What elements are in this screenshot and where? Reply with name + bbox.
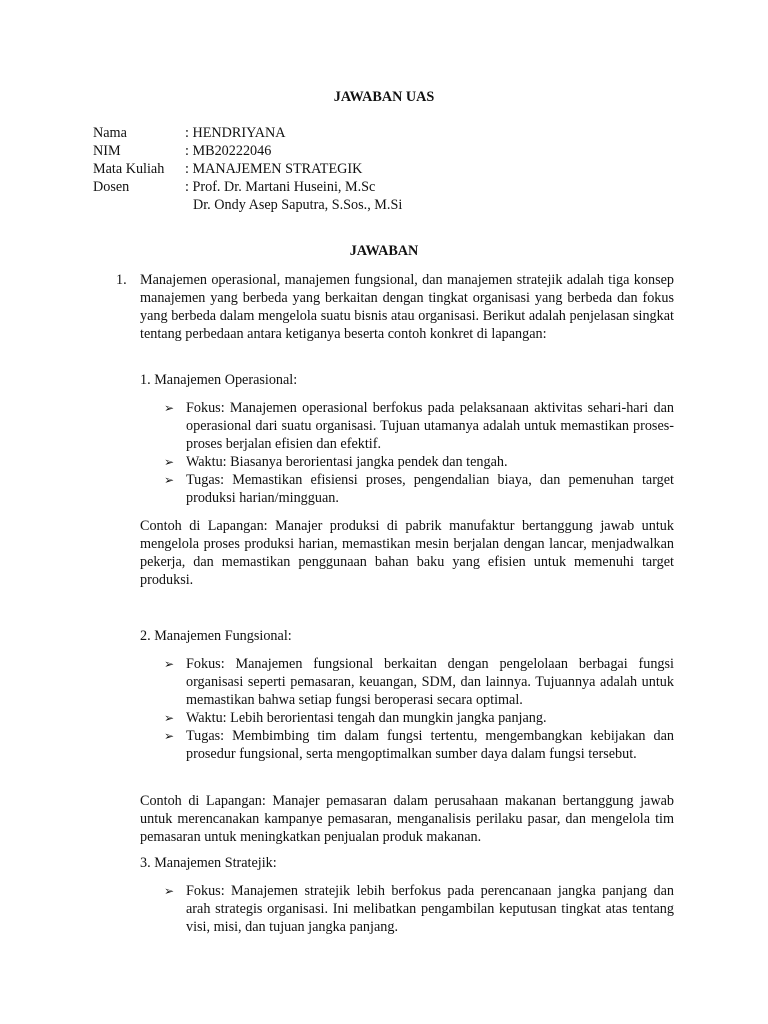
bullet-text: Fokus: Manajemen stratejik lebih berfokus pada perencanaan jangka panjang dan arah strategis organisasi. Ini melibatkan pengambilan keputusan tingkat atas tentang visi, misi, dan tujuan jangka panjang. [186,883,674,935]
numbered-item [116,271,674,343]
identity-row-lecturer-2 [93,196,402,214]
arrow-bullet-icon: ➢ [164,884,175,898]
arrow-bullet-icon: ➢ [164,657,175,671]
section-heading-operational: 1. Manajemen Operasional: [140,372,298,388]
identity-value: : Prof. Dr. Martani Huseini, M.Sc [185,179,376,195]
bullet-list-strategic [164,882,674,936]
question-1 [116,271,674,343]
list-item [164,882,674,936]
answer-heading: JAWABAN [349,243,419,259]
list-number: 1. [116,272,127,288]
bullet-list-functional [164,655,674,763]
identity-label: NIM [93,143,121,159]
identity-value: : HENDRIYANA [185,125,286,141]
identity-value: Dr. Ondy Asep Saputra, S.Sos., M.Si [193,197,403,213]
list-item [164,727,674,763]
bullet-text: Fokus: Manajemen fungsional berkaitan dengan pengelolaan berbagai fungsi organisasi seperti pemasaran, keuangan, SDM, dan lainnya. Tujuannya adalah untuk memastikan bahwa setiap fungsi beroperasi secara optimal. [186,656,674,708]
bullet-text: Tugas: Memastikan efisiensi proses, pengendalian biaya, dan pemenuhan target produksi harian/mingguan. [186,472,674,506]
student-identity [93,124,402,214]
identity-row-course [93,160,402,178]
arrow-bullet-icon: ➢ [164,401,175,415]
arrow-bullet-icon: ➢ [164,455,175,469]
document-title: JAWABAN UAS [333,89,435,105]
identity-value: : MANAJEMEN STRATEGIK [185,161,363,177]
bullet-text: Waktu: Lebih berorientasi tengah dan mungkin jangka panjang. [186,710,547,726]
identity-label: Mata Kuliah [93,161,165,177]
list-item [164,655,674,709]
example-paragraph-functional: Contoh di Lapangan: Manajer pemasaran dalam perusahaan makanan bertanggung jawab untuk merencanakan kampanye pemasaran, menganalisis perilaku pasar, dan mengelola tim pemasaran untuk meningkatkan penjualan produk makanan. [140,793,674,845]
identity-label: Dosen [93,179,130,195]
list-item [164,471,674,507]
arrow-bullet-icon: ➢ [164,711,175,725]
identity-value: : MB20222046 [185,143,272,159]
list-item [164,453,674,471]
arrow-bullet-icon: ➢ [164,473,175,487]
list-item [164,709,674,727]
list-item [164,399,674,453]
example-paragraph-operational: Contoh di Lapangan: Manajer produksi di pabrik manufaktur bertanggung jawab untuk mengelola proses produksi harian, memastikan mesin berjalan dengan lancar, menjadwalkan pekerja, dan memastikan penggunaan bahan baku yang efisien untuk memenuhi target produksi. [140,518,674,588]
bullet-list-operational [164,399,674,507]
identity-label: Nama [93,125,127,141]
identity-row-lecturer [93,178,402,196]
section-heading-strategic: 3. Manajemen Stratejik: [140,855,277,871]
section-heading-functional: 2. Manajemen Fungsional: [140,628,292,644]
arrow-bullet-icon: ➢ [164,729,175,743]
bullet-text: Tugas: Membimbing tim dalam fungsi tertentu, mengembangkan kebijakan dan prosedur fungsional, serta mengoptimalkan sumber daya dalam fungsi tersebut. [186,728,674,762]
bullet-text: Fokus: Manajemen operasional berfokus pada pelaksanaan aktivitas sehari-hari dan operasional dari suatu organisasi. Tujuan utamanya adalah untuk memastikan proses-proses berjalan efisien dan efektif. [186,400,674,452]
question-intro: Manajemen operasional, manajemen fungsional, dan manajemen stratejik adalah tiga konsep manajemen yang berbeda yang berkaitan dengan tingkat organisasi yang berbeda dan fokus yang berbeda dalam mengelola suatu bisnis atau organisasi. Berikut adalah penjelasan singkat tentang perbedaan antara ketiganya beserta contoh konkret di lapangan: [140,272,674,342]
identity-row-name [93,124,402,142]
bullet-text: Waktu: Biasanya berorientasi jangka pendek dan tengah. [186,454,508,470]
identity-row-nim [93,142,402,160]
